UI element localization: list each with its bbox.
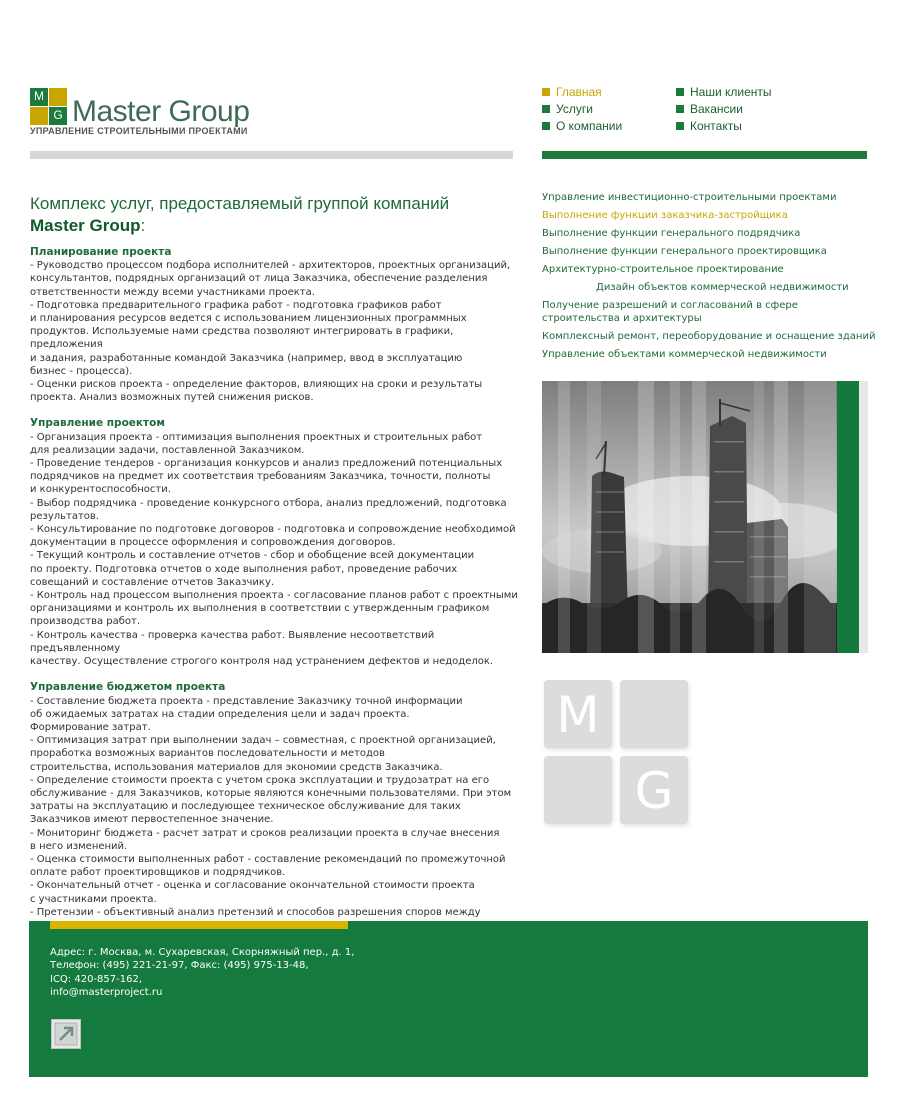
- watermark-tile-g: [620, 756, 688, 824]
- construction-photo: [542, 381, 868, 653]
- section-title: Планирование проекта: [30, 246, 172, 258]
- footer-phone: Телефон: (495) 221-21-97, Факс: (495) 975-13-48,: [50, 960, 309, 972]
- nav-label: Наши клиенты: [690, 85, 772, 99]
- nav-item-services[interactable]: [542, 102, 593, 116]
- logo-tagline: УПРАВЛЕНИЕ СТРОИТЕЛЬНЫМИ ПРОЕКТАМИ: [30, 126, 248, 136]
- section-title: Управление проектом: [30, 417, 165, 430]
- section-project-management: [30, 417, 520, 668]
- nav-item-contacts[interactable]: [676, 119, 742, 133]
- watermark-letter-g: G: [634, 762, 674, 820]
- section-body: - Составление бюджета проекта - представление Заказчику точной информации об ожидаемых затратах на стадии определения цели и задач проекта. Формирование затрат. - Оптимизация затрат при выполнении задач – совместная, с проектной организацией, проработка возможных вариантов последовательности и методов строительства, использования материалов для экономии средств Заказчика. - Определение стоимости проекта с учетом срока эксплуатации и трудозатрат на его обслуживание - для Заказчиков, которые являются конечными пользователями. При этом затраты на эксплуатацию и последующее техническое обслуживание для таких Заказчиков имеют первостепенное значение. - Мониторинг бюджета - расчет затрат и сроков реализации проекта в случае внесения в него изменений. - Оценка стоимости выполненных работ - составление рекомендаций по промежуточной оплате работ проектировщиков и подрядчиков. - Окончательный отчет - оценка и согласование окончательной стоимости проекта с участниками проекта. - Претензии - объективный анализ претензий и способов разрешения споров между: [30, 695, 512, 918]
- mg-watermark: [540, 676, 700, 836]
- nav-label: Контакты: [690, 119, 742, 133]
- logo-square-m: [30, 88, 48, 106]
- footer-accent-bar: [50, 921, 348, 929]
- nav-item-about[interactable]: [542, 119, 622, 133]
- page-title-prefix: Комплекс услуг, предоставляемый группой компаний: [30, 194, 450, 213]
- logo-brand: Master Group: [72, 95, 250, 128]
- bullet-icon: [676, 105, 684, 113]
- logo-letter-g: G: [53, 108, 63, 122]
- header-divider-grey: [30, 151, 513, 159]
- service-link-property-management[interactable]: Управление объектами коммерческой недвижимости: [542, 349, 827, 360]
- logo-square-yellow-2: [30, 107, 48, 125]
- nav-label: Главная: [556, 85, 602, 99]
- nav-item-vacancies[interactable]: [676, 102, 743, 116]
- nav-item-clients[interactable]: [676, 85, 772, 99]
- nav-item-home[interactable]: [542, 85, 602, 99]
- external-link-icon[interactable]: [51, 1019, 81, 1049]
- service-link-investment[interactable]: Управление инвестиционно-строительными проектами: [542, 192, 837, 203]
- bullet-icon: [676, 88, 684, 96]
- nav-label: О компании: [556, 119, 623, 133]
- page-title: [30, 193, 500, 237]
- service-link-commercial-design[interactable]: Дизайн объектов коммерческой недвижимости: [596, 282, 849, 293]
- service-link-general-designer[interactable]: Выполнение функции генерального проектировщика: [542, 246, 827, 257]
- logo-square-g: [49, 107, 67, 125]
- nav-label: Вакансии: [690, 102, 743, 116]
- watermark-tile-blank-2: [544, 756, 612, 824]
- logo-letter-m: M: [34, 89, 44, 103]
- skyline-illustration: [542, 381, 868, 653]
- service-link-general-contractor[interactable]: Выполнение функции генерального подрядчика: [542, 228, 801, 239]
- section-body: - Организация проекта - оптимизация выполнения проектных и строительных работ для реализации задачи, поставленной Заказчиком. - Проведение тендеров - организация конкурсов и анализ предложений потенциальных подрядчиков на предмет их соответствия требованиям Заказчика, точности, полноты и конкурентоспособности. - Выбор подрядчика - проведение конкурсного отбора, анализ предложений, подготовка результатов. - Консультирование по подготовке договоров - подготовка и сопровождение необходимой документации в процессе оформления и сопровождения договоров. - Текущий контроль и составление отчетов - сбор и обобщение всей документации по проекту. Подготовка отчетов о ходе выполнения работ, проведение рабочих совещаний и составление отчетов Заказчику. - Контроль над процессом выполнения проекта - согласование планов работ с проектными организациями и контроль их выполнения в соответствии с утвержденным графиком производства работ. - Контроль качества - проверка качества работ. Выявление несоответствий предъявленному качеству. Осуществление строгого контроля над устранением дефектов и недоделок.: [30, 431, 518, 668]
- header-divider-green: [542, 151, 867, 159]
- service-link-architecture[interactable]: Архитектурно-строительное проектирование: [542, 264, 784, 275]
- footer-icq: ICQ: 420-857-162,: [50, 973, 143, 985]
- bullet-icon: [542, 105, 550, 113]
- page-title-suffix: :: [140, 216, 146, 235]
- service-link-customer-developer[interactable]: Выполнение функции заказчика-застройщика: [542, 210, 788, 221]
- service-link-renovation[interactable]: Комплексный ремонт, переоборудование и оснащение зданий: [542, 331, 876, 342]
- footer-email-link[interactable]: info@masterproject.ru: [50, 986, 163, 998]
- section-planning: [30, 246, 520, 404]
- bullet-icon: [542, 122, 550, 130]
- nav-label: Услуги: [556, 102, 593, 116]
- footer-address: Адрес: г. Москва, м. Сухаревская, Скорняжный пер., д. 1,: [50, 947, 355, 958]
- bullet-icon: [542, 88, 550, 96]
- footer-contact-info: [50, 946, 354, 999]
- section-title: Управление бюджетом проекта: [30, 681, 226, 694]
- page-title-brand: Master Group: [30, 216, 141, 235]
- main-content: [30, 246, 520, 945]
- logo[interactable]: [30, 88, 260, 140]
- section-body: - Руководство процессом подбора исполнителей - архитекторов, проектных организаций, консультантов, подрядных организаций от лица Заказчика, обеспечение разделения ответственности между всеми участниками проекта. - Подготовка предварительного графика работ - подготовка графиков работ и планирования ресурсов ведется с использованием лицензионных программных продуктов. Используемые нами средства позволяют интегрировать в графики, предложения и задания, разработанные командой Заказчика (например, ввод в эксплуатацию бизнес - процесса). - Оценки рисков проекта - определение факторов, влияющих на сроки и результаты проекта. Анализ возможных путей снижения рисков.: [30, 260, 511, 404]
- section-budget-management: [30, 681, 520, 932]
- logo-square-yellow: [49, 88, 67, 106]
- service-link-permits[interactable]: Получение разрешений и согласований в сфере строительства и архитектуры: [542, 300, 798, 324]
- watermark-tile-m: [544, 680, 612, 748]
- watermark-letter-m: M: [556, 686, 600, 744]
- watermark-tile-blank: [620, 680, 688, 748]
- bullet-icon: [676, 122, 684, 130]
